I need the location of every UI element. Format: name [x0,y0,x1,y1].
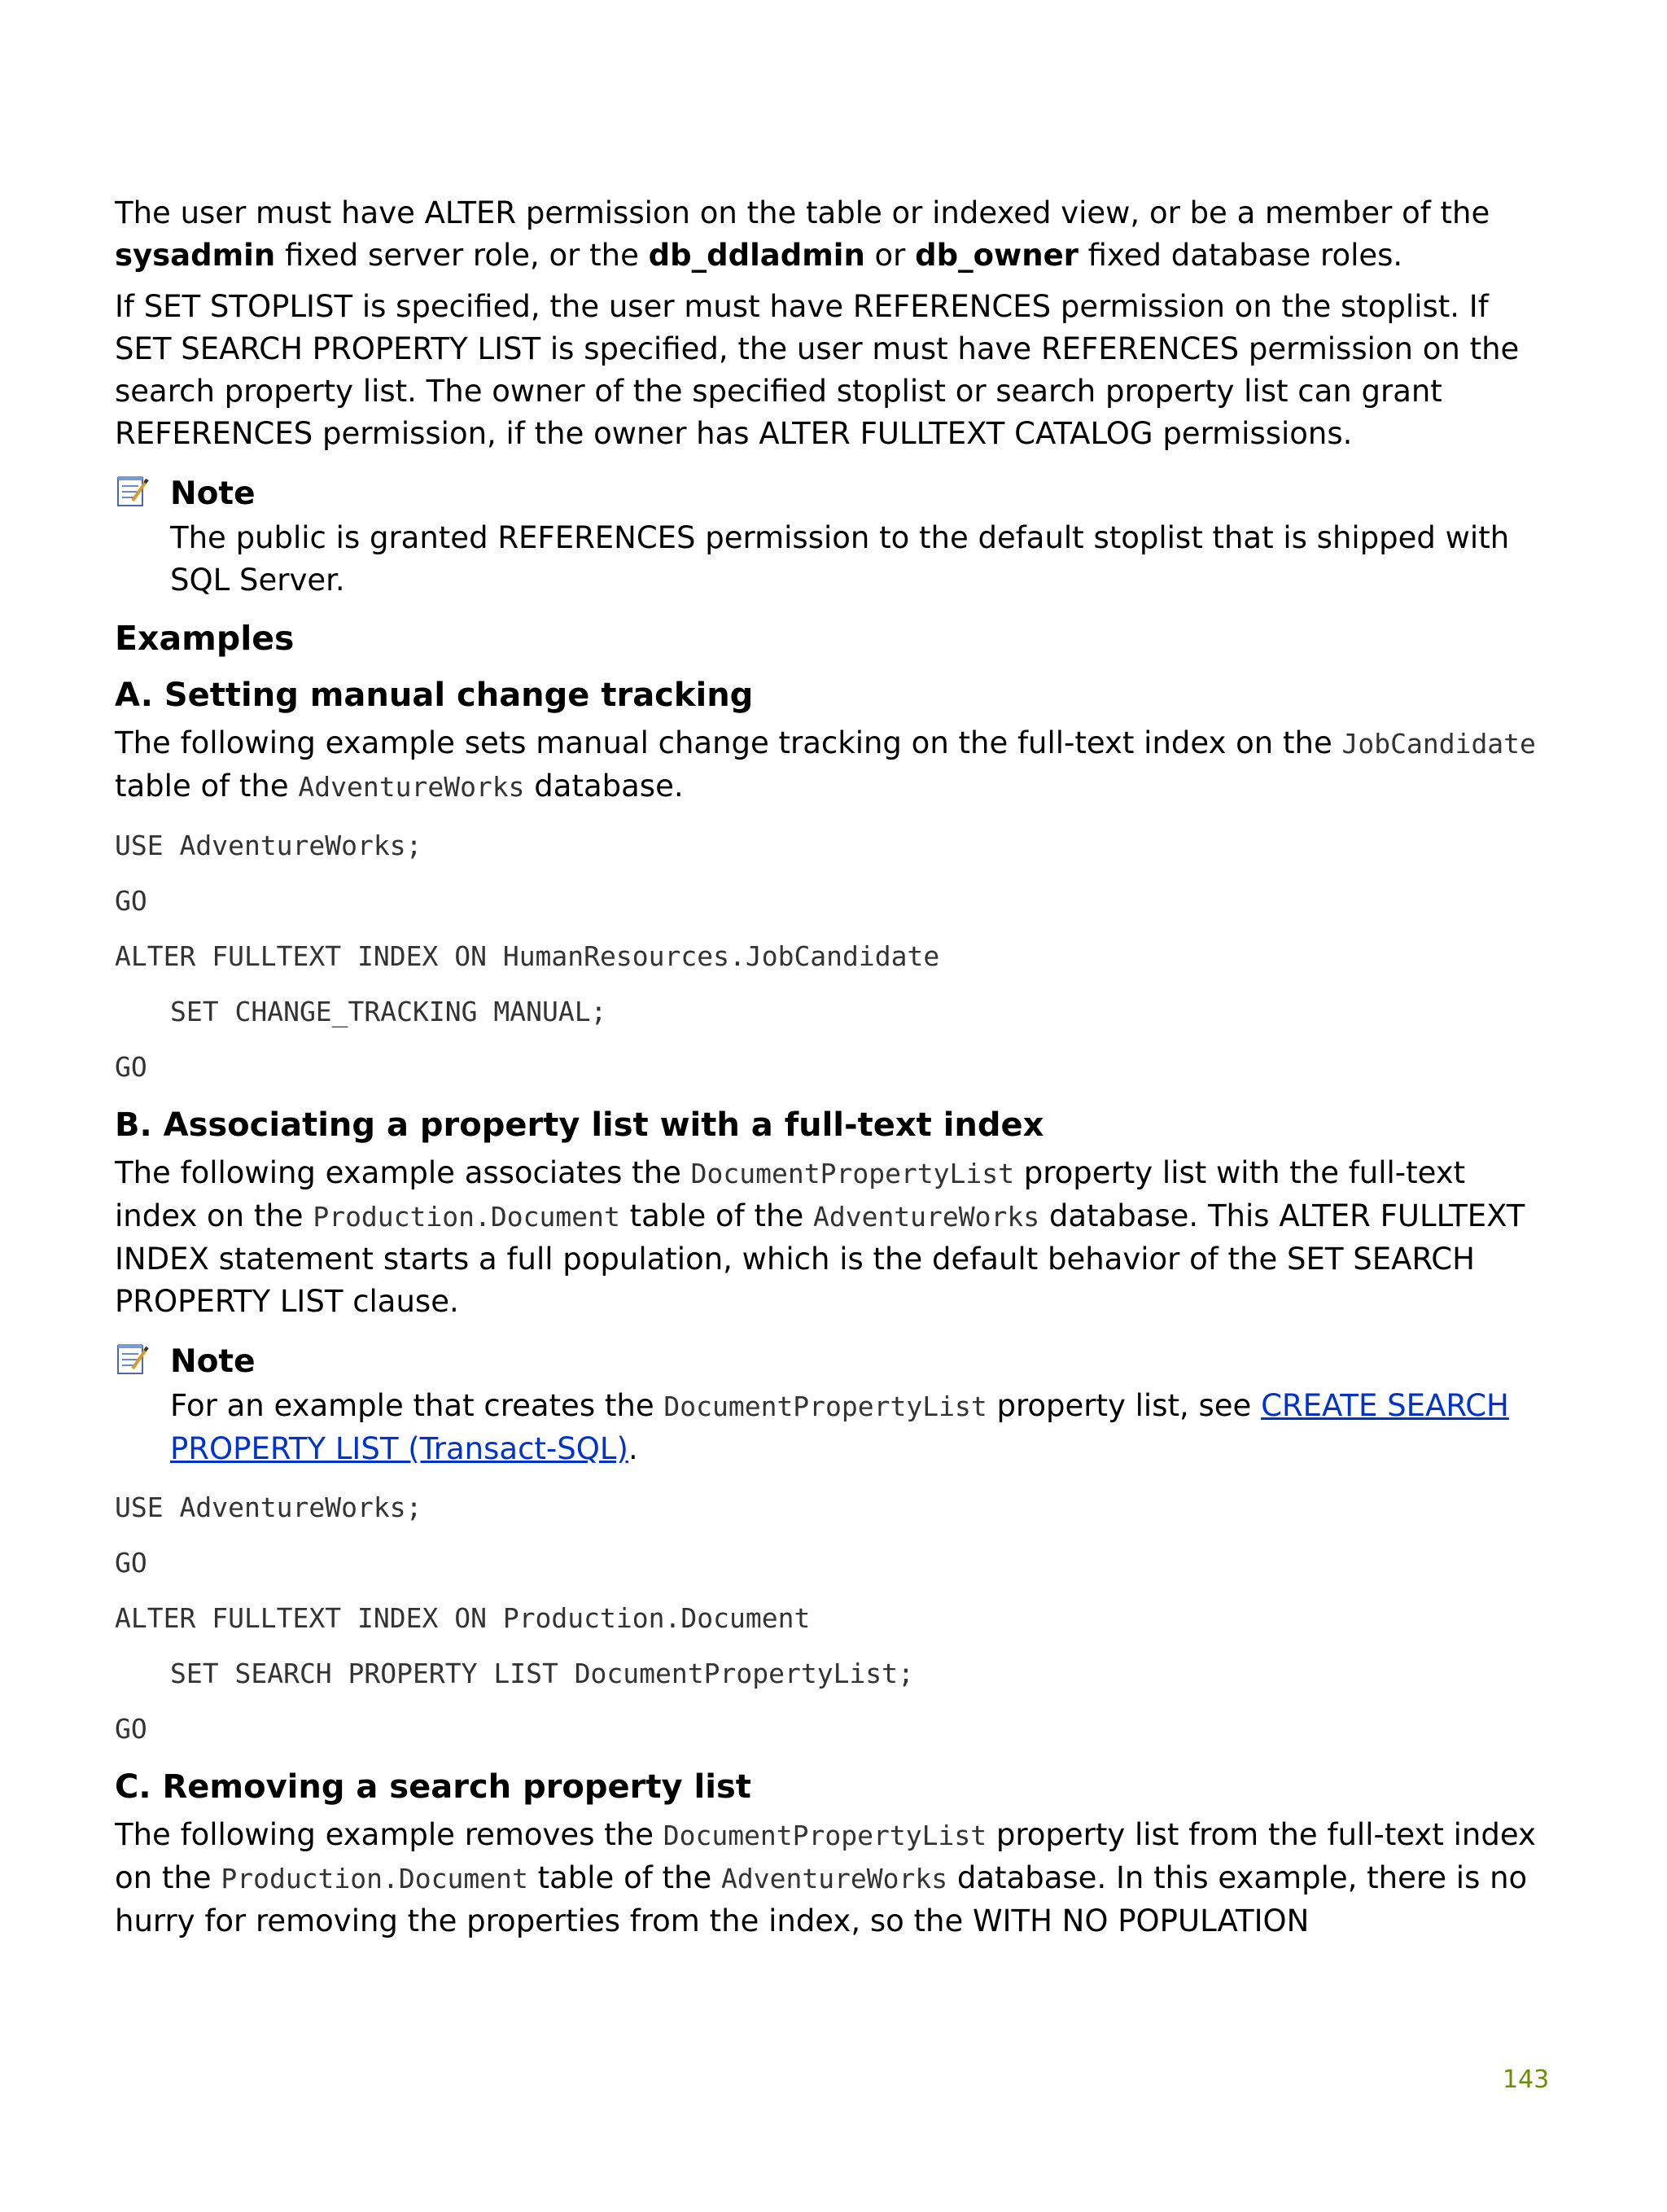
text-run: The following example associates the [115,1155,691,1190]
code-documentpropertylist: DocumentPropertyList [663,1820,987,1851]
permissions-paragraph-2: If SET STOPLIST is specified, the user must have REFERENCES permission on the stoplist. If SET SEARCH PROPERTY LIST is specified, the user must have REFERENCES permission on the search property list. The owner of the specified stoplist or search property list can grant REFERENCES permission, if the owner has ALTER FULLTEXT CATALOG permissions. [115,289,1520,451]
code-line: GO [115,885,147,917]
code-production-document: Production.Document [313,1201,620,1233]
create-search-property-list-link[interactable]: CREATE SEARCH PROPERTY LIST (Transact-SQL) [170,1388,1509,1466]
page-number: 143 [1503,2065,1550,2094]
code-line: GO [115,1051,147,1083]
document-page [115,192,1547,1951]
example-b-description [115,1152,1547,1323]
examples-heading: Examples [115,619,295,658]
code-line: USE AdventureWorks; [115,1491,422,1523]
text-run: table of the [619,1198,813,1233]
text-run: The following example sets manual change tracking on the full-text index on the [115,725,1342,760]
example-a-description [115,722,1547,808]
note-title: Note [170,1343,256,1380]
example-c-description [115,1814,1547,1943]
text-run: . [628,1431,638,1466]
code-line: GO [115,1547,147,1579]
code-documentpropertylist: DocumentPropertyList [690,1158,1015,1189]
text-run: For an example that creates the [170,1388,664,1423]
note-title: Note [170,475,256,512]
text-run: database. This ALTER FULLTEXT INDEX statement starts a full population, which is the default behavior of the SET SEARCH PROPERTY LIST clause. [115,1198,1535,1319]
example-b-heading: B. Associating a property list with a full-text index [115,1106,1044,1144]
permissions-paragraph-1 [115,192,1547,277]
role-sysadmin: sysadmin [115,238,276,273]
code-documentpropertylist: DocumentPropertyList [663,1391,987,1422]
text-run: property list from the full-text index on the [115,1817,1546,1895]
code-line: USE AdventureWorks; [115,830,422,861]
text-run: database. In this example, there is no hurry for removing the properties from the index, so the WITH NO POPULATION [115,1860,1537,1938]
example-a-heading: A. Setting manual change tracking [115,677,754,714]
code-line: SET SEARCH PROPERTY LIST DocumentPropertyList; [170,1658,914,1689]
role-db-ddladmin: db_ddladmin [648,238,865,273]
code-line: GO [115,1713,147,1745]
code-production-document: Production.Document [221,1863,528,1894]
note-icon [115,473,151,509]
note-box-1 [115,471,1547,602]
note-icon [115,1341,151,1377]
text-run: The following example removes the [115,1817,663,1852]
note-box-2 [115,1339,1547,1470]
code-jobcandidate: JobCandidate [1341,728,1536,760]
text-run: The user must have ALTER permission on the table or indexed view, or be a member of the [115,195,1499,230]
text-run: fixed database roles. [1078,238,1403,273]
code-adventureworks: AdventureWorks [812,1201,1040,1233]
code-line: SET CHANGE_TRACKING MANUAL; [170,996,607,1027]
code-adventureworks: AdventureWorks [720,1863,948,1894]
text-run: database. [524,769,684,804]
role-db-owner: db_owner [915,238,1079,273]
example-a-code [115,828,1547,1085]
example-c-heading: C. Removing a search property list [115,1768,751,1806]
note-text [170,1385,1547,1470]
text-run: property list with the full-text index on the [115,1155,1475,1233]
text-run: table of the [527,1860,721,1895]
text-run: property list, see [987,1388,1262,1423]
code-adventureworks: AdventureWorks [298,771,525,803]
text-run: table of the [115,725,1546,804]
code-line: ALTER FULLTEXT INDEX ON Production.Document [115,1602,811,1634]
text-run: fixed server role, or the [275,238,649,273]
note-text: The public is granted REFERENCES permission to the default stoplist that is shipped with SQL Server. [170,520,1510,598]
example-b-code [115,1490,1547,1747]
code-line: ALTER FULLTEXT INDEX ON HumanResources.JobCandidate [115,940,940,972]
text-run: or [864,238,916,273]
